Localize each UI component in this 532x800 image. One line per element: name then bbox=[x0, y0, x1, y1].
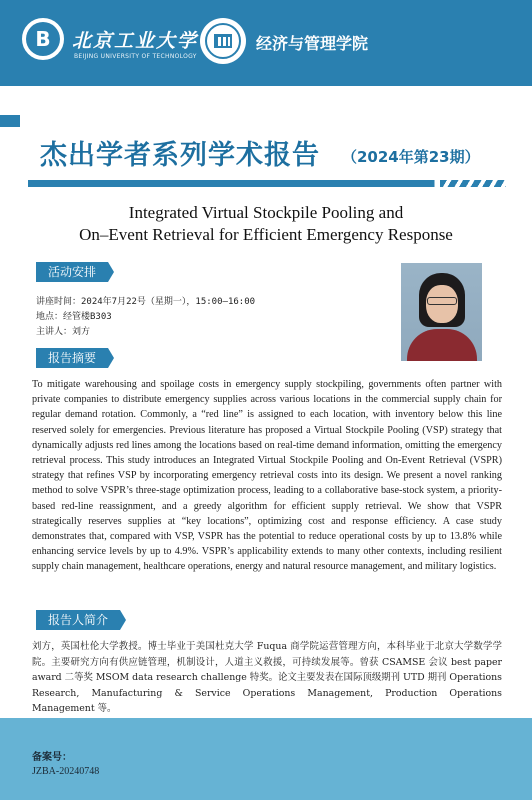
bio-text: 刘方，英国杜伦大学教授。博士毕业于美国杜克大学 Fuqua 商学院运营管理方向，本科毕业于北京大学数学学院。主要研究方向有供应链管理，机制设计，人道主义救援，可持续发展等。曾获 CSAMSE 会议 best paper award 二等奖 MSOM data research challenge 特奖。论文主要发表在国际顶级期刊 UTD 期刊 Operations Research, Manufacturing & Service Operations Management, Production Operations Management 等。 bbox=[32, 641, 502, 714]
talk-title-line1: Integrated Virtual Stockpile Pooling and bbox=[128, 203, 404, 222]
school-logo-ring bbox=[205, 23, 241, 59]
talk-title bbox=[20, 202, 512, 246]
title-divider bbox=[28, 180, 506, 187]
schedule-heading: 活动安排 bbox=[36, 262, 108, 282]
record-label: 备案号： bbox=[32, 752, 72, 763]
building-icon bbox=[214, 34, 232, 48]
abstract-heading: 报告摘要 bbox=[36, 348, 108, 368]
photo-body bbox=[407, 329, 477, 361]
university-name: 北京工业大学 bbox=[72, 30, 199, 52]
university-logo bbox=[22, 18, 64, 60]
header-band bbox=[0, 0, 532, 86]
schedule-time: 讲座时间：2024年7月22号（星期一），15:00—16:00 bbox=[36, 297, 256, 307]
title-accent bbox=[0, 115, 20, 127]
title-divider-hatch bbox=[440, 180, 506, 187]
schedule-location: 地点：经管楼B303 bbox=[36, 312, 112, 322]
footer-band bbox=[0, 718, 532, 800]
bio-heading: 报告人简介 bbox=[36, 610, 120, 630]
abstract-text: To mitigate warehousing and spoilage costs in emergency supply stockpiling, governments often partner with private companies to distribute emergency supplies across various locations in the commercial supply chain for regular demand rotation. Commonly, a “red line” is assigned to each location, with inventory below this line reserved solely for emergencies. Previous literature has proposed a Virtual Stockpile Pooling (VSP) strategy that dynamically adjusts red lines among the locations based on real-time demand information, omitting the emergency retrieval process. This study introduces an Integrated Virtual Stockpile Pooling and On-Event Retrieval (VSPR) strategy that refines VSP by incorporating emergency retrieval costs into its design. We present a novel ranking method to solve VSPR’s three-stage optimization process, leading to a collaborative base-stock system, a priority-based red-line reassignment, and a greedy algorithm for efficient supply retrieval. We show that VSPR strategically reserves supplies at “key locations”, optimizing cost and response efficiency. A case study demonstrates that, compared with VSP, VSPR has the potential to reduce operational costs by up to 13.8% while enhancing service levels by up to 4.9%. VSPR’s applicability extends to many other contexts, including resilient supply chain management, healthcare operations, energy and natural resource management, and military logistics. bbox=[32, 379, 502, 573]
page-title: 杰出学者系列学术报告 bbox=[40, 140, 320, 171]
record-number: JZBA-20240748 bbox=[32, 766, 100, 777]
school-name: 经济与管理学院 bbox=[256, 34, 369, 53]
university-name-en: BEIJING UNIVERSITY OF TECHNOLOGY bbox=[74, 53, 197, 60]
school-logo bbox=[200, 18, 246, 64]
speaker-photo bbox=[401, 263, 482, 361]
photo-glasses bbox=[427, 297, 457, 305]
issue-number: （2024年第23期） bbox=[342, 148, 480, 166]
schedule-speaker: 主讲人：刘方 bbox=[36, 327, 91, 337]
university-logo-glyph: B bbox=[26, 22, 60, 56]
talk-title-line2: On–Event Retrieval for Efficient Emergency Response bbox=[79, 225, 453, 244]
